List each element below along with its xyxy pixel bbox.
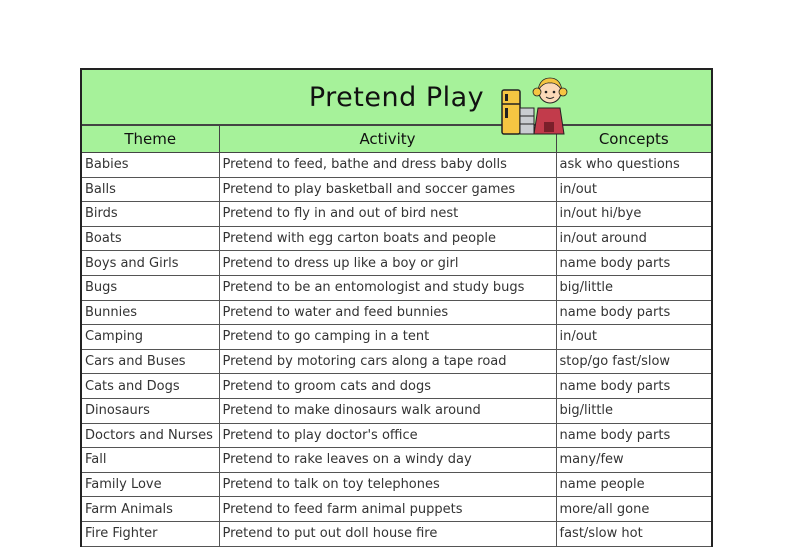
activity-cell: Pretend to feed, bathe and dress baby dolls [219,153,556,178]
concepts-cell: more/all gone [556,497,711,522]
concepts-cell: big/little [556,275,711,300]
activity-cell: Pretend to fly in and out of bird nest [219,202,556,227]
girl-with-fridge-icon [500,72,568,136]
theme-cell: Babies [82,153,219,178]
pretend-play-table [82,125,711,547]
concepts-cell: ask who questions [556,153,711,178]
concepts-cell: in/out around [556,226,711,251]
table-row [82,448,711,473]
theme-cell: Birds [82,202,219,227]
activity-cell: Pretend to dress up like a boy or girl [219,251,556,276]
activity-cell: Pretend to go camping in a tent [219,325,556,350]
theme-cell: Boys and Girls [82,251,219,276]
table-row [82,202,711,227]
theme-cell: Fire Fighter [82,521,219,546]
theme-cell: Farm Animals [82,497,219,522]
theme-cell: Boats [82,226,219,251]
table-row [82,177,711,202]
activity-cell: Pretend to water and feed bunnies [219,300,556,325]
table-row [82,300,711,325]
theme-cell: Bunnies [82,300,219,325]
table-row [82,374,711,399]
activity-cell: Pretend to be an entomologist and study bugs [219,275,556,300]
table-row [82,275,711,300]
table-row [82,521,711,546]
theme-cell: Camping [82,325,219,350]
table-row [82,153,711,178]
column-header-concepts: Concepts [556,126,711,153]
concepts-cell: name body parts [556,251,711,276]
activity-cell: Pretend to rake leaves on a windy day [219,448,556,473]
concepts-cell: in/out [556,177,711,202]
table-body [82,153,711,547]
table-row [82,497,711,522]
table-row [82,398,711,423]
title-bar [82,70,711,125]
column-header-theme: Theme [82,126,219,153]
activity-cell: Pretend to groom cats and dogs [219,374,556,399]
activity-cell: Pretend to play basketball and soccer games [219,177,556,202]
activity-cell: Pretend to put out doll house fire [219,521,556,546]
concepts-cell: fast/slow hot [556,521,711,546]
table-row [82,423,711,448]
table-row [82,472,711,497]
activity-cell: Pretend by motoring cars along a tape road [219,349,556,374]
theme-cell: Balls [82,177,219,202]
concepts-cell: in/out hi/bye [556,202,711,227]
page-title: Pretend Play [308,81,485,113]
concepts-cell: name body parts [556,300,711,325]
activity-cell: Pretend to play doctor's office [219,423,556,448]
activity-cell: Pretend to talk on toy telephones [219,472,556,497]
table-row [82,325,711,350]
theme-cell: Fall [82,448,219,473]
concepts-cell: in/out [556,325,711,350]
concepts-cell: stop/go fast/slow [556,349,711,374]
table-row [82,226,711,251]
concepts-cell: name people [556,472,711,497]
concepts-cell: name body parts [556,374,711,399]
table-row [82,349,711,374]
activity-cell: Pretend to make dinosaurs walk around [219,398,556,423]
table-header-row [82,126,711,153]
theme-cell: Doctors and Nurses [82,423,219,448]
activity-cell: Pretend with egg carton boats and people [219,226,556,251]
activity-cell: Pretend to feed farm animal puppets [219,497,556,522]
column-header-activity: Activity [219,126,556,153]
concepts-cell: name body parts [556,423,711,448]
theme-cell: Family Love [82,472,219,497]
theme-cell: Bugs [82,275,219,300]
concepts-cell: big/little [556,398,711,423]
theme-cell: Dinosaurs [82,398,219,423]
table-row [82,251,711,276]
theme-cell: Cats and Dogs [82,374,219,399]
theme-cell: Cars and Buses [82,349,219,374]
concepts-cell: many/few [556,448,711,473]
pretend-play-sheet [80,68,713,547]
